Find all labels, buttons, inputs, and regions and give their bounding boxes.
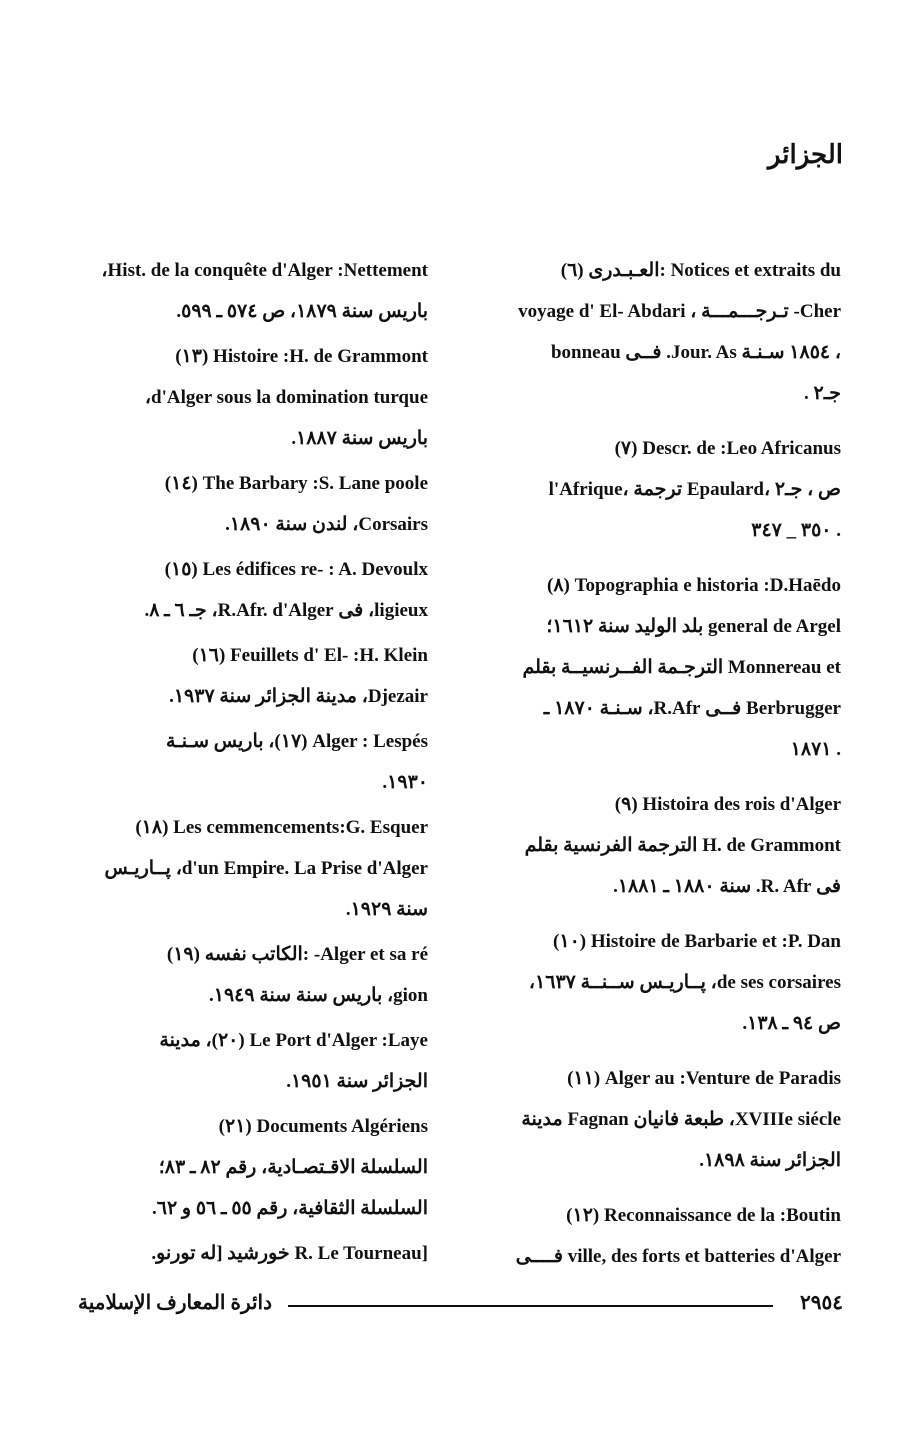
bibliography-entry [73, 721, 428, 803]
entry-line: Berbrugger فــى R.Afr، سـنـة ١٨٧٠ ـ [543, 698, 841, 719]
entry-line: Les cemmencements:G. Esquer (١٨) [135, 817, 428, 838]
entry-line: Documents Algériens (٢١) [218, 1116, 428, 1137]
entry-line: Topographia e historia :D.Haēdo (٨) [546, 575, 841, 596]
bibliography-entry [73, 934, 428, 1016]
entry-line: ١٩٣٠. [382, 772, 428, 793]
entry-line: سنة ١٩٢٩. [345, 899, 428, 920]
bibliography-entry [73, 1020, 428, 1102]
bibliography-entry [73, 807, 428, 930]
entry-line: ص ، جـ٢ ،Epaulard ترجمة ،l'Afrique [548, 479, 841, 500]
entry-line: d'un Empire. La Prise d'Alger، پــاريـس [104, 858, 428, 879]
footer-title: دائرة المعارف الإسلامية [78, 1292, 273, 1314]
entry-line: H. de Grammont الترجمة الفرنسية بقلم [524, 835, 841, 856]
bibliography-entry [73, 336, 428, 459]
entry-line: Cher- تـرجـــمـــة ، voyage d' El- Abdari [518, 301, 841, 322]
bibliography-entry [486, 921, 841, 1044]
bibliography-entry [486, 250, 841, 414]
entry-line: gion، باريس سنة سنة ١٩٤٩. [208, 985, 428, 1006]
footer-rule [288, 1305, 773, 1307]
entry-line: Alger : Lespés (١٧)، باريس سـنـة [166, 731, 428, 752]
entry-line: XVIIIe siécle، طبعة فانيان Fagnan مدينة [521, 1109, 841, 1130]
entry-line: Le Port d'Alger :Laye (٢٠)، مدينة [159, 1030, 428, 1051]
entry-line: d'Alger sous la domination turque، [144, 387, 428, 408]
entry-line: السلسلة الاقـتصـادية، رقم ٨٢ ـ ٨٣؛ [158, 1157, 428, 1178]
bibliography-entry [486, 428, 841, 551]
entry-line: الجزائر سنة ١٨٩٨. [699, 1150, 841, 1171]
entry-line: ligieux، فى R.Afr. d'Alger، جـ ٦ ـ ٨. [144, 600, 428, 621]
bibliography-entry [73, 463, 428, 545]
entry-line: Notices et extraits du :العـبـدرى (٦) [560, 260, 841, 281]
right-column [486, 250, 841, 1291]
entry-line: Corsairs، لندن سنة ١٨٩٠. [225, 514, 428, 535]
entry-line: The Barbary :S. Lane poole (١٤) [164, 473, 428, 494]
entry-line: الجزائر سنة ١٩٥١. [286, 1071, 428, 1092]
entry-line: باريس سنة ١٨٧٩، ص ٥٧٤ ـ ٥٩٩. [176, 301, 428, 322]
entry-line: . ١٨٧١ [790, 739, 841, 760]
entry-line: Histoire de Barbarie et :P. Dan (١٠) [553, 931, 841, 952]
entry-line: Feuillets d' El- :H. Klein (١٦) [192, 645, 428, 666]
bibliography-entry [73, 549, 428, 631]
bibliography-entry [486, 565, 841, 770]
entry-line: ، ١٨٥٤ سـنـة Jour. As. فــى bonneau [550, 342, 841, 363]
left-column [73, 250, 428, 1278]
entry-line: de ses corsaires، پــاريـس ســنــة ١٦٣٧، [528, 972, 841, 993]
entry-line: Hist. de la conquête d'Alger :Nettement، [101, 260, 428, 281]
page-footer [78, 1290, 843, 1320]
entry-line: فى R. Afr. سنة ١٨٨٠ ـ ١٨٨١. [613, 876, 841, 897]
bibliography-entry [73, 1106, 428, 1229]
entry-line: السلسلة الثقافية، رقم ٥٥ ـ ٥٦ و ٦٢. [151, 1198, 428, 1219]
entry-line: Histoire :H. de Grammont (١٣) [175, 346, 428, 367]
entry-line: Alger et sa ré- :الكاتب نفسه (١٩) [166, 944, 428, 965]
entry-line: Alger au :Venture de Paradis (١١) [567, 1068, 841, 1089]
entry-line: ص ٩٤ ـ ١٣٨. [742, 1013, 841, 1034]
entry-line: [R. Le Tourneau خورشيد [له تورنو. [151, 1243, 428, 1264]
entry-line: ville, des forts et batteries d'Alger فــــى [515, 1246, 841, 1267]
entry-line: Les édifices re- : A. Devoulx (١٥) [164, 559, 428, 580]
bibliography-entry [486, 784, 841, 907]
entry-line: Histoira des rois d'Alger (٩) [614, 794, 841, 815]
entry-line: Djezair، مدينة الجزائر سنة ١٩٣٧. [169, 686, 428, 707]
entry-line: جـ٢ . [803, 383, 841, 404]
bibliography-entry [486, 1195, 841, 1277]
entry-line: Reconnaissance de la :Boutin (١٢) [566, 1205, 841, 1226]
entry-line: . ٣٥٠ _ ٣٤٧ [751, 520, 841, 541]
bibliography-entry [73, 635, 428, 717]
bibliography-entry [73, 250, 428, 332]
entry-line: general de Argel بلد الوليد سنة ١٦١٢؛ [546, 616, 841, 637]
bibliography-entry [486, 1058, 841, 1181]
page-title: الجزائر [767, 140, 843, 169]
entry-line: Descr. de :Leo Africanus (٧) [614, 438, 841, 459]
entry-line: باريس سنة ١٨٨٧. [291, 428, 428, 449]
page-number: ٢٩٥٤ [800, 1292, 843, 1314]
bibliography-entry [73, 1233, 428, 1274]
entry-line: Monnereau et الترجـمة الفــرنسيــة بقلم [522, 657, 841, 678]
